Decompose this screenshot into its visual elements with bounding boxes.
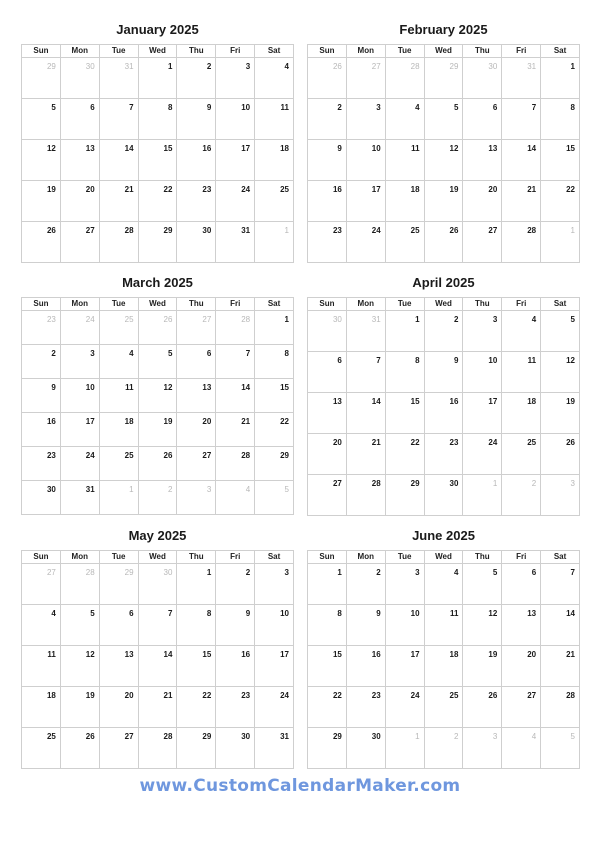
day-cell: 2 (347, 564, 386, 605)
day-cell: 15 (541, 140, 580, 181)
day-cell: 2 (425, 311, 464, 352)
weekday-header: Wed (425, 298, 464, 311)
day-cell: 9 (347, 605, 386, 646)
day-cell: 10 (347, 140, 386, 181)
day-cell-adjacent-month: 30 (463, 58, 502, 99)
day-cell: 10 (463, 352, 502, 393)
day-cell: 22 (139, 181, 178, 222)
day-cell: 3 (255, 564, 294, 605)
day-cell-adjacent-month: 30 (308, 311, 347, 352)
weekday-header: Tue (386, 551, 425, 564)
day-cell: 1 (541, 58, 580, 99)
day-cell: 2 (22, 345, 61, 379)
day-cell-adjacent-month: 1 (463, 475, 502, 516)
day-cell: 26 (22, 222, 61, 263)
weekday-header: Fri (502, 551, 541, 564)
day-cell-adjacent-month: 5 (255, 481, 294, 515)
day-cell: 16 (177, 140, 216, 181)
day-cell: 19 (463, 646, 502, 687)
weekday-header: Wed (425, 551, 464, 564)
day-cell: 26 (463, 687, 502, 728)
day-cell: 13 (100, 646, 139, 687)
day-cell: 14 (139, 646, 178, 687)
weekday-header: Sun (308, 298, 347, 311)
day-cell: 23 (216, 687, 255, 728)
day-cell: 14 (216, 379, 255, 413)
month-title: May 2025 (128, 528, 187, 543)
weekday-header: Thu (463, 551, 502, 564)
day-cell: 20 (308, 434, 347, 475)
day-cell: 13 (463, 140, 502, 181)
day-cell-adjacent-month: 4 (502, 728, 541, 769)
day-cell-adjacent-month: 29 (100, 564, 139, 605)
day-cell: 23 (425, 434, 464, 475)
day-cell: 17 (216, 140, 255, 181)
day-cell-adjacent-month: 27 (177, 311, 216, 345)
weekday-header: Fri (216, 45, 255, 58)
day-cell: 6 (177, 345, 216, 379)
weekday-header: Mon (347, 551, 386, 564)
weekday-header: Sat (255, 551, 294, 564)
day-cell: 2 (216, 564, 255, 605)
day-cell: 24 (347, 222, 386, 263)
day-cell: 3 (216, 58, 255, 99)
day-cell: 24 (255, 687, 294, 728)
day-cell: 23 (347, 687, 386, 728)
day-cell-adjacent-month: 3 (177, 481, 216, 515)
day-cell-adjacent-month: 27 (347, 58, 386, 99)
day-cell: 16 (22, 413, 61, 447)
day-cell: 15 (139, 140, 178, 181)
day-cell: 29 (255, 447, 294, 481)
day-cell: 26 (541, 434, 580, 475)
day-cell: 21 (139, 687, 178, 728)
day-cell: 6 (61, 99, 100, 140)
day-cell: 1 (386, 311, 425, 352)
day-cell-adjacent-month: 30 (61, 58, 100, 99)
day-cell: 17 (386, 646, 425, 687)
weekday-header: Thu (463, 45, 502, 58)
day-cell-adjacent-month: 25 (100, 311, 139, 345)
weekday-header: Tue (100, 45, 139, 58)
day-cell: 27 (100, 728, 139, 769)
day-cell: 6 (308, 352, 347, 393)
day-cell: 4 (386, 99, 425, 140)
day-cell-adjacent-month: 3 (463, 728, 502, 769)
day-cell: 27 (61, 222, 100, 263)
day-cell: 30 (22, 481, 61, 515)
day-cell-adjacent-month: 2 (502, 475, 541, 516)
day-cell-adjacent-month: 29 (22, 58, 61, 99)
day-cell: 18 (22, 687, 61, 728)
month-title: March 2025 (122, 275, 193, 290)
month-title: June 2025 (412, 528, 475, 543)
day-cell: 11 (255, 99, 294, 140)
day-cell: 16 (347, 646, 386, 687)
day-cell-adjacent-month: 26 (139, 311, 178, 345)
day-cell: 15 (177, 646, 216, 687)
day-cell: 15 (386, 393, 425, 434)
day-cell-adjacent-month: 2 (425, 728, 464, 769)
day-cell: 10 (386, 605, 425, 646)
day-cell: 30 (216, 728, 255, 769)
weekday-header: Wed (139, 45, 178, 58)
day-cell-adjacent-month: 31 (100, 58, 139, 99)
day-cell: 3 (386, 564, 425, 605)
day-cell: 15 (255, 379, 294, 413)
month-february (307, 16, 580, 263)
day-cell: 8 (139, 99, 178, 140)
weekday-header: Thu (177, 45, 216, 58)
day-cell: 10 (216, 99, 255, 140)
day-cell: 28 (139, 728, 178, 769)
day-cell-adjacent-month: 28 (216, 311, 255, 345)
month-may (21, 522, 294, 769)
weekday-header: Mon (347, 298, 386, 311)
day-cell: 1 (255, 311, 294, 345)
day-cell: 21 (541, 646, 580, 687)
day-cell: 18 (502, 393, 541, 434)
day-cell: 25 (255, 181, 294, 222)
day-cell: 5 (22, 99, 61, 140)
day-cell-adjacent-month: 27 (22, 564, 61, 605)
day-cell: 29 (139, 222, 178, 263)
day-cell: 16 (216, 646, 255, 687)
day-cell-adjacent-month: 1 (541, 222, 580, 263)
weekday-header: Thu (177, 551, 216, 564)
day-cell: 23 (308, 222, 347, 263)
day-cell: 7 (502, 99, 541, 140)
day-cell: 19 (22, 181, 61, 222)
month-april (307, 269, 580, 516)
day-cell: 29 (386, 475, 425, 516)
day-cell: 31 (61, 481, 100, 515)
day-cell: 31 (216, 222, 255, 263)
day-cell: 17 (61, 413, 100, 447)
month-grid (307, 44, 580, 263)
day-cell: 5 (61, 605, 100, 646)
day-cell: 30 (347, 728, 386, 769)
month-january (21, 16, 294, 263)
month-grid (307, 297, 580, 516)
day-cell: 9 (216, 605, 255, 646)
weekday-header: Sat (255, 298, 294, 311)
weekday-header: Tue (386, 298, 425, 311)
day-cell: 19 (541, 393, 580, 434)
weekday-header: Sun (22, 551, 61, 564)
day-cell: 8 (255, 345, 294, 379)
day-cell: 15 (308, 646, 347, 687)
day-cell: 13 (308, 393, 347, 434)
day-cell: 7 (139, 605, 178, 646)
day-cell: 27 (502, 687, 541, 728)
day-cell: 22 (386, 434, 425, 475)
month-grid (21, 550, 294, 769)
day-cell: 18 (386, 181, 425, 222)
day-cell: 14 (502, 140, 541, 181)
weekday-header: Thu (463, 298, 502, 311)
day-cell: 16 (308, 181, 347, 222)
weekday-header: Sun (22, 45, 61, 58)
weekday-header: Wed (425, 45, 464, 58)
day-cell: 2 (177, 58, 216, 99)
day-cell: 18 (100, 413, 139, 447)
day-cell: 1 (177, 564, 216, 605)
weekday-header: Thu (177, 298, 216, 311)
weekday-header: Tue (100, 551, 139, 564)
day-cell: 4 (22, 605, 61, 646)
day-cell: 7 (100, 99, 139, 140)
weekday-header: Tue (386, 45, 425, 58)
day-cell: 11 (100, 379, 139, 413)
weekday-header: Sat (541, 45, 580, 58)
day-cell: 3 (61, 345, 100, 379)
day-cell: 30 (425, 475, 464, 516)
day-cell: 26 (425, 222, 464, 263)
day-cell: 29 (177, 728, 216, 769)
weekday-header: Wed (139, 298, 178, 311)
day-cell: 4 (100, 345, 139, 379)
day-cell: 31 (255, 728, 294, 769)
day-cell: 23 (177, 181, 216, 222)
weekday-header: Sun (308, 45, 347, 58)
day-cell-adjacent-month: 28 (61, 564, 100, 605)
day-cell: 12 (541, 352, 580, 393)
day-cell: 5 (463, 564, 502, 605)
month-title: April 2025 (412, 275, 475, 290)
day-cell: 21 (347, 434, 386, 475)
day-cell: 24 (216, 181, 255, 222)
day-cell: 14 (347, 393, 386, 434)
day-cell: 17 (255, 646, 294, 687)
day-cell: 28 (347, 475, 386, 516)
day-cell: 27 (308, 475, 347, 516)
day-cell: 26 (61, 728, 100, 769)
footer-website-link[interactable]: www.CustomCalendarMaker.com (139, 776, 461, 796)
day-cell: 9 (308, 140, 347, 181)
day-cell-adjacent-month: 29 (425, 58, 464, 99)
day-cell: 12 (61, 646, 100, 687)
day-cell: 11 (386, 140, 425, 181)
day-cell: 8 (386, 352, 425, 393)
day-cell-adjacent-month: 31 (347, 311, 386, 352)
weekday-header: Sat (255, 45, 294, 58)
day-cell: 30 (177, 222, 216, 263)
weekday-header: Fri (502, 45, 541, 58)
day-cell: 24 (463, 434, 502, 475)
day-cell: 21 (216, 413, 255, 447)
day-cell-adjacent-month: 1 (255, 222, 294, 263)
day-cell: 10 (255, 605, 294, 646)
day-cell: 29 (308, 728, 347, 769)
day-cell: 21 (502, 181, 541, 222)
day-cell: 28 (100, 222, 139, 263)
day-cell: 1 (308, 564, 347, 605)
day-cell: 22 (255, 413, 294, 447)
day-cell: 8 (177, 605, 216, 646)
weekday-header: Fri (216, 298, 255, 311)
weekday-header: Mon (61, 298, 100, 311)
day-cell: 23 (22, 447, 61, 481)
day-cell: 28 (216, 447, 255, 481)
day-cell: 4 (502, 311, 541, 352)
day-cell: 17 (347, 181, 386, 222)
day-cell: 22 (308, 687, 347, 728)
day-cell: 7 (541, 564, 580, 605)
day-cell-adjacent-month: 31 (502, 58, 541, 99)
day-cell-adjacent-month: 2 (139, 481, 178, 515)
day-cell: 13 (502, 605, 541, 646)
weekday-header: Mon (61, 551, 100, 564)
day-cell: 20 (502, 646, 541, 687)
day-cell: 14 (100, 140, 139, 181)
day-cell: 26 (139, 447, 178, 481)
day-cell: 8 (541, 99, 580, 140)
day-cell: 22 (177, 687, 216, 728)
day-cell: 6 (463, 99, 502, 140)
day-cell: 3 (347, 99, 386, 140)
day-cell: 9 (425, 352, 464, 393)
month-grid (21, 297, 294, 515)
day-cell-adjacent-month: 26 (308, 58, 347, 99)
weekday-header: Mon (347, 45, 386, 58)
day-cell: 5 (139, 345, 178, 379)
month-title: January 2025 (116, 22, 199, 37)
weekday-header: Sat (541, 551, 580, 564)
day-cell: 4 (255, 58, 294, 99)
day-cell: 24 (61, 447, 100, 481)
day-cell: 28 (541, 687, 580, 728)
day-cell: 17 (463, 393, 502, 434)
weekday-header: Wed (139, 551, 178, 564)
month-march (21, 269, 294, 515)
day-cell-adjacent-month: 5 (541, 728, 580, 769)
weekday-header: Sun (308, 551, 347, 564)
day-cell: 4 (425, 564, 464, 605)
day-cell: 19 (425, 181, 464, 222)
day-cell: 7 (347, 352, 386, 393)
day-cell: 10 (61, 379, 100, 413)
day-cell: 25 (386, 222, 425, 263)
day-cell: 20 (463, 181, 502, 222)
day-cell: 22 (541, 181, 580, 222)
day-cell: 20 (100, 687, 139, 728)
day-cell: 14 (541, 605, 580, 646)
day-cell-adjacent-month: 30 (139, 564, 178, 605)
day-cell: 12 (22, 140, 61, 181)
day-cell: 12 (139, 379, 178, 413)
day-cell: 16 (425, 393, 464, 434)
weekday-header: Sat (541, 298, 580, 311)
day-cell: 24 (386, 687, 425, 728)
day-cell-adjacent-month: 23 (22, 311, 61, 345)
day-cell-adjacent-month: 4 (216, 481, 255, 515)
day-cell: 9 (22, 379, 61, 413)
day-cell: 11 (425, 605, 464, 646)
month-june (307, 522, 580, 769)
day-cell: 11 (22, 646, 61, 687)
day-cell: 11 (502, 352, 541, 393)
month-title: February 2025 (399, 22, 488, 37)
day-cell: 3 (463, 311, 502, 352)
day-cell: 20 (61, 181, 100, 222)
day-cell-adjacent-month: 24 (61, 311, 100, 345)
day-cell: 6 (100, 605, 139, 646)
day-cell: 25 (22, 728, 61, 769)
day-cell: 25 (502, 434, 541, 475)
weekday-header: Fri (502, 298, 541, 311)
day-cell: 18 (255, 140, 294, 181)
weekday-header: Tue (100, 298, 139, 311)
day-cell: 13 (177, 379, 216, 413)
day-cell: 12 (425, 140, 464, 181)
month-grid (21, 44, 294, 263)
day-cell-adjacent-month: 1 (386, 728, 425, 769)
day-cell: 9 (177, 99, 216, 140)
day-cell: 27 (463, 222, 502, 263)
day-cell: 7 (216, 345, 255, 379)
day-cell-adjacent-month: 1 (100, 481, 139, 515)
day-cell-adjacent-month: 3 (541, 475, 580, 516)
day-cell: 20 (177, 413, 216, 447)
day-cell: 18 (425, 646, 464, 687)
weekday-header: Sun (22, 298, 61, 311)
day-cell: 1 (139, 58, 178, 99)
day-cell: 21 (100, 181, 139, 222)
weekday-header: Fri (216, 551, 255, 564)
day-cell: 13 (61, 140, 100, 181)
month-grid (307, 550, 580, 769)
day-cell: 6 (502, 564, 541, 605)
weekday-header: Mon (61, 45, 100, 58)
day-cell: 19 (139, 413, 178, 447)
day-cell: 27 (177, 447, 216, 481)
day-cell: 12 (463, 605, 502, 646)
day-cell-adjacent-month: 28 (386, 58, 425, 99)
day-cell: 5 (425, 99, 464, 140)
day-cell: 5 (541, 311, 580, 352)
day-cell: 25 (425, 687, 464, 728)
day-cell: 8 (308, 605, 347, 646)
day-cell: 2 (308, 99, 347, 140)
day-cell: 28 (502, 222, 541, 263)
day-cell: 25 (100, 447, 139, 481)
day-cell: 19 (61, 687, 100, 728)
